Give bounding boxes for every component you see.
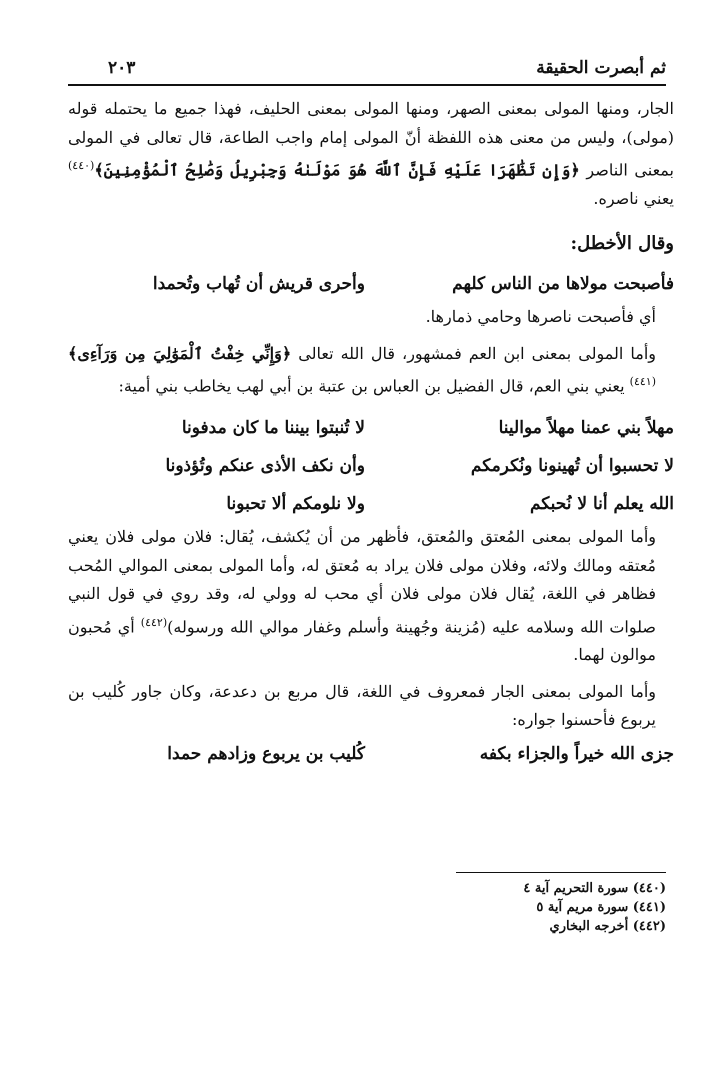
- poem-verse-3: [68, 447, 674, 485]
- hemistich-second: ولا نلومكم ألا تحبونا: [226, 494, 365, 515]
- quran-verse-1: ﴿وَإِن تَظَٰهَرَا عَلَيْهِ فَإِنَّ ٱللَّهَ هُوَ مَوْلَىٰهُ وَجِبْرِيلُ وَصَٰلِحُ ٱلْمُؤْمِنِينَ﴾: [94, 160, 580, 180]
- page-body: [68, 95, 674, 773]
- footnote-442: (٤٤٢) أخرجه البخاري: [549, 919, 666, 934]
- running-title: ثم أبصرت الحقيقة: [536, 58, 666, 78]
- paragraph-3-tail: يعني بني العم، قال الفضيل بن العباس بن عتبة بن أبي لهب يخاطب بني أمية:: [118, 376, 625, 396]
- page-header: [68, 56, 666, 86]
- hemistich-first: فأصبحت مولاها من الناس كلهم: [452, 274, 674, 295]
- footnote-440: (٤٤٠) سورة التحريم آية ٤: [523, 881, 666, 896]
- hemistich-first: جزى الله خيراً والجزاء بكفه: [479, 743, 674, 764]
- poem-verse-1: [68, 265, 674, 303]
- hemistich-first: الله يعلم أنا لا نُحبكم: [529, 494, 674, 515]
- quran-verse-2: ﴿وَإِنِّي خِفْتُ ٱلْمَوَٰلِيَ مِن وَرَآءِى﴾: [68, 343, 292, 363]
- footnote-ref-441: (٤٤١): [629, 375, 656, 389]
- paragraph-2: أي فأصبحت ناصرها وحامي ذمارها.: [425, 307, 656, 327]
- footnote-ref-442: (٤٤٢): [140, 615, 168, 629]
- hemistich-second: كُليب بن يربوع وزادهم حمدا: [167, 743, 365, 764]
- poem-verse-2: [68, 409, 674, 447]
- paragraph-1-text: الجار، ومنها المولى بمعنى الصهر، ومنها المولى بمعنى الحليف، فهذا جميع ما يحتمله قوله (مولى)، وليس من معنى هذه اللفظة أنّ المولى إمام واجب الطاعة، قال تعالى في المولى بمعنى الناصر: [68, 99, 675, 180]
- paragraph-4: [68, 523, 674, 670]
- paragraph-1-tail: يعني ناصره.: [593, 188, 674, 208]
- footnotes: [456, 872, 666, 936]
- hemistich-first: لا تحسبوا أن تُهينونا ونُكرمكم: [470, 456, 674, 477]
- page-number: ٢٠٣: [108, 58, 136, 78]
- paragraph-5: وأما المولى بمعنى الجار فمعروف في اللغة، قال مربع بن دعدعة، وكان جاور كُليب بن يربوع فأحسنوا جواره:: [68, 681, 656, 730]
- footnote-ref-440: (٤٤٠): [68, 159, 95, 172]
- heading-akhtal: وقال الأخطل:: [570, 233, 674, 255]
- footnote-divider: [456, 872, 666, 873]
- paragraph-3: [68, 340, 674, 401]
- poem-verse-5: [68, 735, 674, 773]
- hemistich-second: وأحرى قريش أن تُهاب وتُحمدا: [152, 274, 365, 295]
- paragraph-3-text: وأما المولى بمعنى ابن العم فمشهور، قال الله تعالى: [298, 343, 657, 363]
- paragraph-1: [68, 95, 674, 213]
- footnote-441: (٤٤١) سورة مريم آية ٥: [536, 900, 666, 915]
- hemistich-second: وأن نكف الأذى عنكم وتُؤذونا: [165, 456, 365, 477]
- hemistich-second: لا تُنبتوا بيننا ما كان مدفونا: [181, 418, 365, 439]
- paragraph-4-tail: أي مُحبون موالون لهما.: [68, 616, 656, 665]
- poem-verse-4: [68, 485, 674, 523]
- paragraph-4-text: وأما المولى بمعنى المُعتق والمُعتق، فأظهر من أن يُكشف، يُقال: فلان مولى فلان يعني مُعتقه ومالك ولائه، وفلان مولى فلان يراد به مُعتق له، وأما المولى بمعنى الموالي المُحب فظاهر في اللغة، يُقال فلان مولى فلان أي محب له وولي له، وقد روي في قول النبي صلوات الله وسلامه عليه (مُزينة وجُهينة وأسلم وغفار موالي الله ورسوله): [68, 527, 656, 636]
- hemistich-first: مهلاً بني عمنا مهلاً موالينا: [498, 418, 674, 439]
